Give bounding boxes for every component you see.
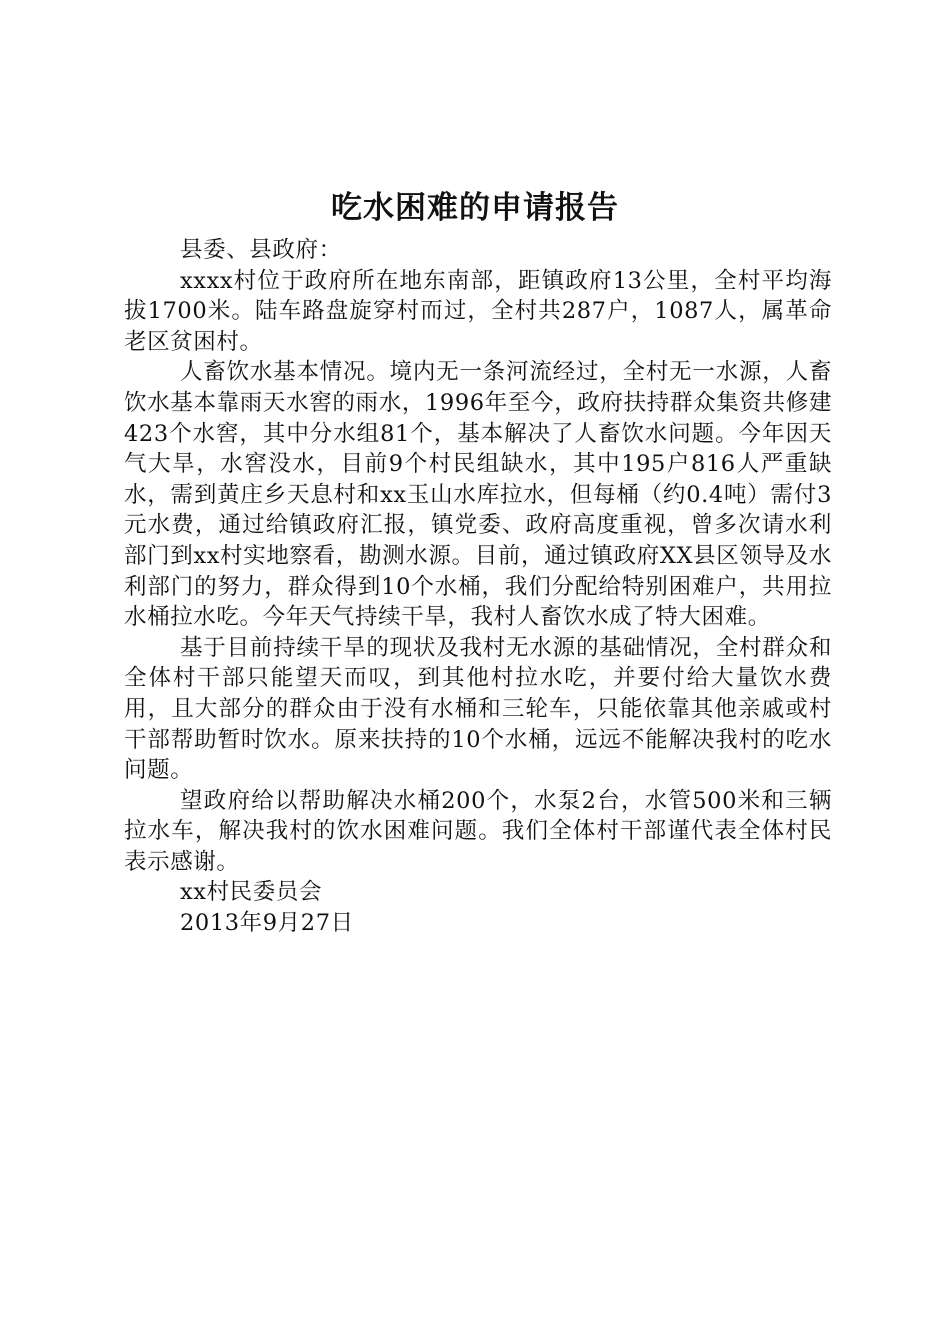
salutation: 县委、县政府： [180,237,342,263]
document-title: 吃水困难的申请报告 [331,190,619,226]
signature: xx村民委员会 [180,879,323,906]
paragraph-water-situation: 人畜饮水基本情况。境内无一条河流经过，全村无一水源，人畜饮水基本靠雨天水窖的雨水，1996年至今，政府扶持群众集资共修建423个水窖，其中分水组81个，基本解决了人畜饮水问题。今年因天气大旱，水窖没水，目前9个村民组缺水，其中195户816人严重缺水，需到黄庄乡天息村和xx玉山水库拉水，但每桶（约0.4吨）需付3元水费，通过给镇政府汇报，镇党委、政府高度重视，曾多次请水利部门到xx村实地察看，勘测水源。目前，通过镇政府XX县区领导及水利部门的努力，群众得到10个水桶，我们分配给特别困难户，共用拉水桶拉水吃。今年天气持续干旱，我村人畜饮水成了特大困难。 [124,359,832,631]
paragraph-request: 望政府给以帮助解决水桶200个，水泵2台，水管500米和三辆拉水车，解决我村的饮水困难问题。我们全体村干部谨代表全体村民表示感谢。 [124,787,832,875]
paragraph-village-overview: xxxx村位于政府所在地东南部，距镇政府13公里，全村平均海拔1700米。陆车路盘旋穿村而过，全村共287户，1087人，属革命老区贫困村。 [124,267,832,355]
document-body [124,235,832,939]
document-date: 2013年9月27日 [180,910,354,937]
paragraph-drought-status: 基于目前持续干旱的现状及我村无水源的基础情况，全村群众和全体村干部只能望天而叹，到其他村拉水吃，并要付给大量饮水费用，且大部分的群众由于没有水桶和三轮车，只能依靠其他亲戚或村干部帮助暂时饮水。原来扶持的10个水桶，远远不能解决我村的吃水问题。 [124,634,832,784]
